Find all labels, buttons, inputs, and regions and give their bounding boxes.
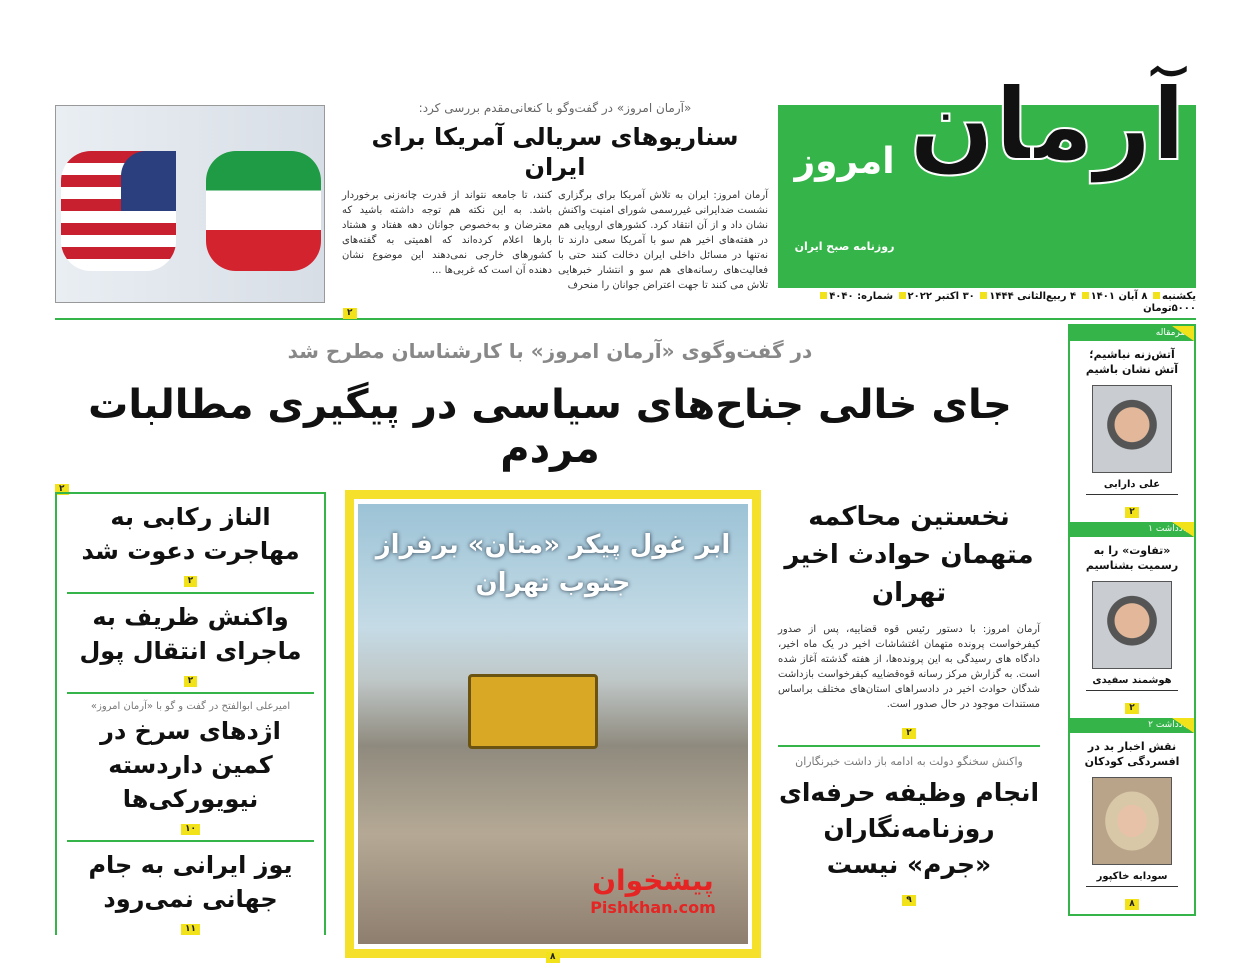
right-story-headline[interactable]: نخستین محاکمه متهمان حوادث اخیر تهران [784,502,1034,608]
page-ref[interactable]: ۲ [1125,703,1139,714]
sidebar-title[interactable]: آتش‌زنه نباشیم؛ آتش نشان باشیم [1085,348,1179,376]
sidebar-tag: یادداشت ۱ [1070,522,1194,537]
sidebar-item[interactable] [1070,326,1194,522]
dateline-day: یکشنبه [1162,291,1196,302]
right-story-body: آرمان امروز: با دستور رئیس قوه قضاییه، پس از صدور کیفرخواست پرونده متهمان اغتشاشات اخیر در یک ماه اخیر، دادگاه های رسیدگی به این پرونده‌ها، از هفته گذشته آغاز شده است. به گزارش مرکز رسانه قوه‌قضاییه کیفرخواست بازداشت شدگان حوادث اخیر در دادسراهای استان‌های مختلف براساس مستندات موجود در حال صدور است. [778,624,1040,710]
left-column [55,492,326,935]
watermark [568,864,738,918]
watermark-logo: پیشخوان [592,864,714,897]
lead-kicker: در گفت‌وگوی «آرمان امروز» با کارشناسان مطرح شد [287,339,813,363]
dateline [780,291,1196,315]
issue-number: شماره: ۴۰۴۰ [829,291,894,302]
divider [778,745,1040,747]
center-photo-box[interactable] [345,490,761,958]
opinion-sidebar [1068,324,1196,916]
page-ref[interactable]: ۹ [902,895,916,906]
sidebar-item[interactable] [1070,718,1194,914]
masthead-logo: آرمان [909,66,1186,183]
divider [55,318,1196,320]
page-ref[interactable]: ۲ [184,576,198,587]
page-ref[interactable]: ۱۰ [181,824,200,835]
masthead-tagline: روزنامه صبح ایران [794,240,895,253]
lead-headline[interactable]: جای خالی جناح‌های سیاسی در پیگیری مطالبات مردم [88,382,1012,472]
watermark-url: Pishkhan.com [590,898,716,917]
left-story-kicker: امیرعلی ابوالفتح در گفت و گو با «آرمان امروز» [90,701,291,712]
author-photo [1092,385,1172,473]
page-ref[interactable]: ۱۱ [181,924,200,935]
landfill-photo [358,504,748,944]
author-name: علی دارابی [1086,478,1178,495]
page-ref[interactable]: ۲ [184,676,198,687]
page-ref[interactable]: ۲ [1125,507,1139,518]
fists-flags-image [55,105,325,303]
page-ref[interactable]: ۸ [546,952,560,963]
right-column [778,492,1040,906]
sidebar-title[interactable]: «تفاوت» را به رسمیت بشناسیم [1085,544,1179,572]
page-ref[interactable]: ۲ [902,728,916,739]
left-story[interactable] [67,694,314,842]
page-ref[interactable]: ۲ [343,308,357,319]
top-story-body-right: آرمان امروز: ایران به تلاش آمریکا برای برگزاری نشست ضدایرانی غیررسمی شورای امنیت واکنش نشان داد و از آن انتقاد کرد. کشورهای اروپایی هم در هفته‌های اخیر هم سو با آمریکا سعی دارند تا نه‌تنها در مسائل داخلی ایران دخالت کنند حتی با فعالیت‌های رسانه‌های هم سو و انتشار خبرهایی تلاش می کنند تا جهت اعتراض جوانان را منحرف [558,190,768,291]
right-story-kicker: واکنش سخنگو دولت به ادامه باز داشت خبرنگاران [795,755,1023,768]
right-story-headline[interactable]: انجام وظیفه حرفه‌ای روزنامه‌نگاران «جرم» نیست [778,778,1040,879]
left-story-headline[interactable]: واکنش ظریف به ماجرای انتقال پول [79,603,302,665]
sidebar-item[interactable] [1070,522,1194,718]
page-ref[interactable]: ۲ [55,484,69,495]
left-story-headline[interactable]: الناز رکابی به مهاجرت دعوت شد [81,503,300,565]
left-story-headline[interactable]: یوز ایرانی به جام جهانی نمی‌رود [88,851,293,913]
page-ref[interactable]: ۸ [1125,899,1139,910]
dateline-hijri-date: ۴ ربیع‌الثانی ۱۴۴۴ [989,291,1077,302]
author-name: هوشمند سفیدی [1086,674,1178,691]
author-photo [1092,777,1172,865]
left-story-headline[interactable]: اژدهای سرخ در کمین داردسته نیویورکی‌ها [100,717,281,813]
center-photo-headline: ابر غول پیکر «متان» برفراز جنوب تهران [375,530,731,598]
left-story[interactable] [67,594,314,694]
dateline-gregorian-date: ۳۰ اکتبر ۲۰۲۲ [907,291,975,302]
sidebar-tag: سرمقاله [1070,326,1194,341]
bulldozer-image [468,674,598,749]
top-story-kicker: «آرمان امروز» در گفت‌وگو با کنعانی‌مقدم بررسی کرد: [418,101,692,115]
top-story-headline[interactable]: سناریوهای سریالی آمریکا برای ایران [371,123,739,181]
left-story[interactable] [67,842,314,935]
author-name: سودابه خاکپور [1086,870,1178,887]
author-photo [1092,581,1172,669]
sidebar-title[interactable]: نقش اخبار بد در افسردگی کودکان [1084,740,1180,768]
top-story-body-left: کنند، تا جامعه نتواند از قدرت چانه‌زنی برخوردار باشد. به این نکته هم توجه داشته باشید که معترضان و به‌خصوص جوانان دهه هفتاد و هشتاد بارها اعلام کرده‌اند که اهمیتی به گفته‌های کشورهای خارجی نمی‌دهند این موضوع نشان دهنده آن است که غربی‌ها ... [342,190,552,276]
left-story[interactable] [67,494,314,594]
sidebar-tag: یادداشت ۲ [1070,718,1194,733]
right-story-1 [778,498,1040,739]
dateline-persian-date: ۸ آبان ۱۴۰۱ [1090,291,1148,302]
masthead-logo-sub: امروز [794,141,895,182]
price: ۵۰۰۰تومان [1143,303,1196,314]
right-story-2 [778,755,1040,906]
